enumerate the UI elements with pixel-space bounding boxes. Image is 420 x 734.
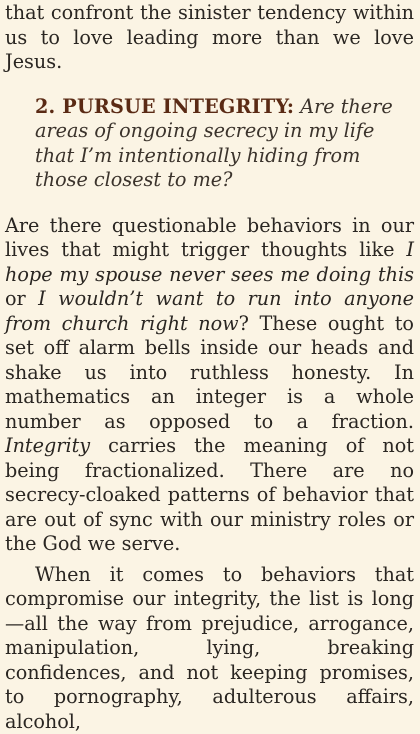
text-run: Are there questionable behaviors in our lives that might trigger thoughts like [5,214,414,262]
italic-run: I hope my spouse never sees me doing this [5,238,414,286]
lead-paragraph: that confront the sinister tendency within us to love leading more than we love Jesus. [5,0,414,75]
text-run: or [5,287,38,310]
body-paragraph-1 [5,214,414,557]
callout-question: Are there areas of ongoing secrecy in my life that I’m intentionally hiding from those closest to me? [35,95,393,192]
text-run: ? These ought to set off alarm bells inside our heads and shake us into ruthless honesty. In mathematics an integer is a whole number as opposed to a fraction. [5,312,414,433]
italic-run: I wouldn’t want to run into anyone from church right now [5,287,414,335]
callout-heading: 2. PURSUE INTEGRITY: [35,95,294,118]
body-paragraph-2: When it comes to behaviors that compromise our integrity, the list is long—all the way from prejudice, arrogance, manipulation, lying, breaking confidences, and not keeping promises, to pornography, adulterous affairs, alcohol, [5,563,414,734]
callout-block [35,95,408,193]
text-run: carries the meaning of not being fractionalized. There are no secrecy-cloaked patterns of behavior that are out of sync with our ministry roles or the God we serve. [5,434,414,555]
italic-run: Integrity [5,434,90,457]
